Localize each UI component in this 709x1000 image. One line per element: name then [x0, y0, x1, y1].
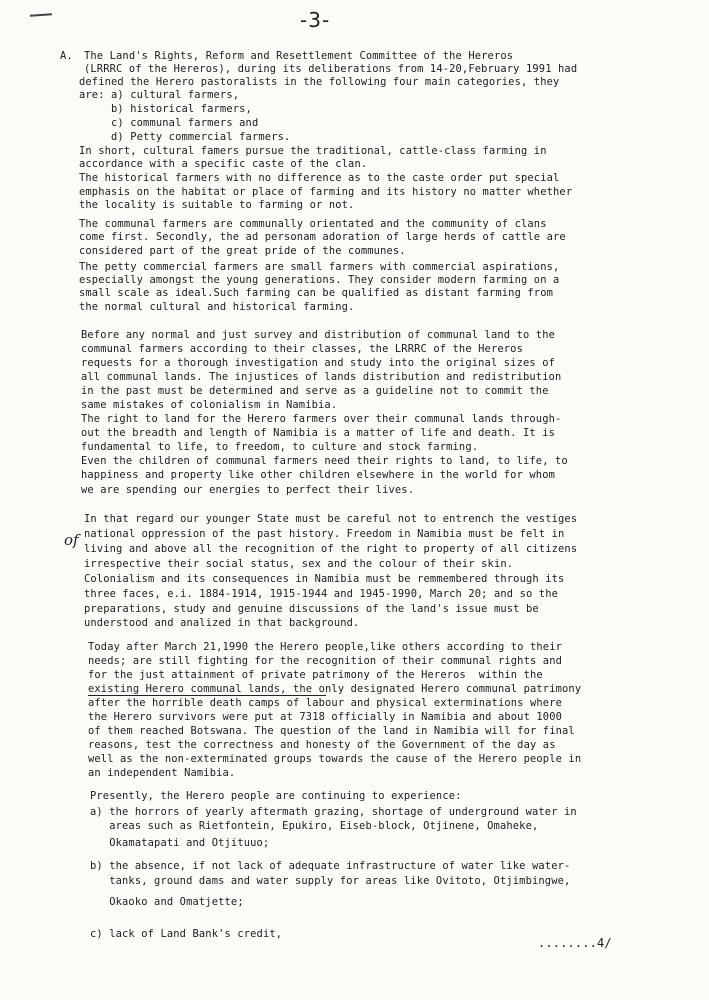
text-line: communal farmers according to their classes, the LRRRC of the Hereros: [81, 343, 523, 355]
section-label: A.: [60, 50, 73, 62]
page-number: -3-: [300, 8, 331, 32]
text-line: (LRRRC of the Hereros), during its deliberations from 14-20,February 1991 had: [84, 63, 578, 75]
text-line: well as the non-exterminated groups towards the cause of the Herero people in: [88, 753, 582, 765]
text-line: understood and analized in that background.: [84, 617, 360, 629]
list-item: Okamatapati and Otjituuo;: [90, 837, 270, 849]
margin-mark: [30, 13, 52, 17]
text-line: The Land's Rights, Reform and Resettlement Committee of the Hereros: [84, 50, 514, 62]
text-line: come first. Secondly, the ad personam adoration of large herds of cattle are: [79, 231, 566, 243]
text-line: requests for a thorough investigation and study into the original sizes of: [81, 357, 556, 369]
text-line: existing Herero communal lands, the only designated Herero communal patrimony: [88, 683, 582, 695]
text-line: accordance with a specific caste of the clan.: [79, 158, 368, 170]
list-item: b) the absence, if not lack of adequate infrastructure of water like water-: [90, 860, 571, 872]
text-line: The right to land for the Herero farmers over their communal lands through-: [81, 413, 562, 425]
text-line: national oppression of the past history. Freedom in Namibia must be felt in: [84, 528, 565, 540]
text-line: same mistakes of colonialism in Namibia.: [81, 399, 338, 411]
text-line: small scale as ideal.Such farming can be qualified as distant farming from: [79, 287, 554, 299]
text-line: emphasis on the habitat or place of farming and its history no matter whether: [79, 186, 573, 198]
text-line: for the just attainment of private patrimony of the Hereros within the: [88, 669, 543, 681]
text-line: The historical farmers with no difference as to the caste order put special: [79, 172, 560, 184]
text-line: after the horrible death camps of labour and physical exterminations where: [88, 697, 563, 709]
text-line: happiness and property like other children elsewhere in the world for whom: [81, 469, 556, 481]
text-line: In that regard our younger State must be careful not to entrench the vestiges: [84, 513, 578, 525]
list-intro: Presently, the Herero people are continuing to experience:: [90, 790, 462, 802]
text-line: The communal farmers are communally orientated and the community of clans: [79, 218, 547, 230]
text-line: out the breadth and length of Namibia is a matter of life and death. It is: [81, 427, 556, 439]
text-line: of them reached Botswana. The question of the land in Namibia will for final: [88, 725, 575, 737]
text-line: b) historical farmers,: [79, 103, 252, 115]
text-line: defined the Herero pastoralists in the following four main categories, they: [79, 76, 560, 88]
text-line: d) Petty commercial farmers.: [79, 131, 291, 143]
list-item: tanks, ground dams and water supply for areas like Ovitoto, Otjimbingwe,: [90, 875, 571, 887]
list-item: areas such as Rietfontein, Epukiro, Eiseb-block, Otjinene, Omaheke,: [90, 820, 539, 832]
text-line: needs; are still fighting for the recognition of their communal rights and: [88, 655, 563, 667]
text-line: fundamental to life, to freedom, to culture and stock farming.: [81, 441, 479, 453]
text-line: the locality is suitable to farming or not.: [79, 199, 355, 211]
text-line: considered part of the great pride of the communes.: [79, 245, 406, 257]
text-line: especially amongst the young generations. They consider modern farming on a: [79, 274, 560, 286]
text-line: three faces, e.i. 1884-1914, 1915-1944 and 1945-1990, March 20; and so the: [84, 588, 559, 600]
list-item: Okaoko and Omatjette;: [90, 896, 244, 908]
text-line: Even the children of communal farmers need their rights to land, to life, to: [81, 455, 568, 467]
text-line: irrespective their social status, sex and the colour of their skin.: [84, 558, 514, 570]
list-item: a) the horrors of yearly aftermath grazing, shortage of underground water in: [90, 806, 577, 818]
text-line: Colonialism and its consequences in Namibia must be remmembered through its: [84, 573, 565, 585]
text-line: are: a) cultural farmers,: [79, 89, 240, 101]
list-item: c) lack of Land Bank's credit,: [90, 928, 283, 940]
text-line: all communal lands. The injustices of lands distribution and redistribution: [81, 371, 562, 383]
text-line: The petty commercial farmers are small farmers with commercial aspirations,: [79, 261, 560, 273]
text-line: we are spending our energies to perfect their lives.: [81, 484, 415, 496]
page-continuation: ........4/: [538, 936, 612, 950]
text-line: preparations, study and genuine discussions of the land's issue must be: [84, 603, 539, 615]
text-line: an independent Namibia.: [88, 767, 236, 779]
text-line: Today after March 21,1990 the Herero people,like others according to their: [88, 641, 563, 653]
underline-mark: [88, 695, 326, 696]
text-line: the normal cultural and historical farming.: [79, 301, 355, 313]
text-line: the Herero survivors were put at 7318 officially in Namibia and about 1000: [88, 711, 563, 723]
text-line: In short, cultural famers pursue the traditional, cattle-class farming in: [79, 145, 547, 157]
handwritten-margin-note: of: [64, 531, 79, 549]
text-line: living and above all the recognition of the right to property of all citizens: [84, 543, 578, 555]
text-line: Before any normal and just survey and distribution of communal land to the: [81, 329, 556, 341]
text-line: reasons, test the correctness and honesty of the Government of the day as: [88, 739, 556, 751]
text-line: in the past must be determined and serve as a guideline not to commit the: [81, 385, 549, 397]
text-line: c) communal farmers and: [79, 117, 259, 129]
